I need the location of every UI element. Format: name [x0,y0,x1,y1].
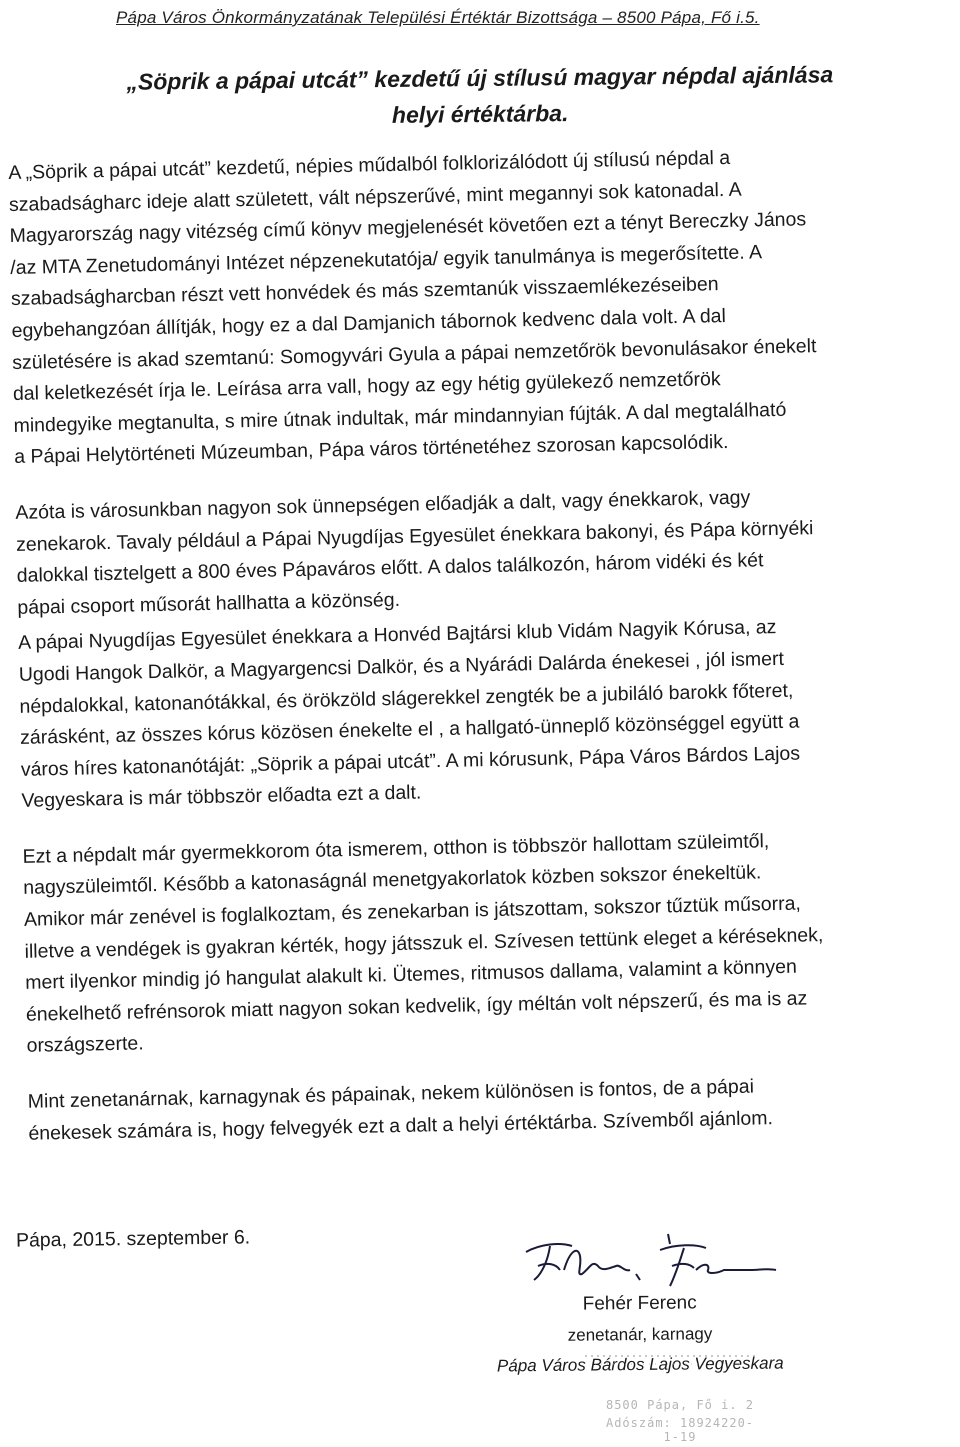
text-line: a Pápai Helytörténeti Múzeumban, Pápa város történetéhez szorosan kapcsolódik. [14,431,729,469]
text-line: illetve a vendégek is gyakran kérték, hogy játsszuk el. Szívesen tettünk eleget a kéréseknek, [24,923,824,963]
letter-body [8,138,960,1150]
text-line: Azóta is városunkban nagyon sok ünnepségen előadják a dalt, vagy énekkarok, vagy [15,486,751,524]
paragraph-4 [22,822,960,1063]
text-line: zenekarok. Tavaly például a Pápai Nyugdíjas Egyesület énekkara bakonyi, és Pápa környéki [15,516,814,556]
stamp-tax-number: Adószám: 18924220-1-19 [605,1416,755,1444]
text-line: népdalokkal, katonanótákkal, és örökzöld slágerekkel zengték be a jubiláló barokk főteret, [19,679,794,718]
text-line: Vegyeskara is már többször előadta ezt a dalt. [21,781,422,813]
text-line: A „Söprik a pápai utcát” kezdetű, népies műdalból folklorizálódott új stílusú népdal a [8,146,731,184]
text-line: Mint zenetanárnak, karnagynak és pápainak, nekem különösen is fontos, de a pápai [27,1075,755,1113]
letterhead: Pápa Város Önkormányzatának Települési Értéktár Bizottsága – 8500 Pápa, Fő i.5. [116,8,760,27]
text-line: szabadságharc ideje alatt született, vált népszerűvé, mint megannyi sok katonadal. A [8,178,742,216]
signatory-name: Fehér Ferenc [582,1292,697,1315]
text-line: pápai csoport műsorát hallhatta a közönség. [17,588,401,619]
text-line: Ugodi Hangok Dalkör, a Magyargencsi Dalkör, és a Nyárádi Dalárda énekesei , jól ismert [18,647,785,686]
text-line: egybehangzóan állítják, hogy ez a dal Damjanich tábornok kedvenc dala volt. A dal [11,304,727,342]
rubber-stamp [565,1350,775,1444]
text-line: város híres katonanótáját: „Söprik a pápai utcát”. A mi kórusunk, Pápa Város Bárdos Lajos [20,742,801,781]
paragraph-5 [27,1067,960,1150]
document-title [60,56,901,137]
text-line: /az MTA Zenetudományi Intézet népzenekutatója/ egyik tanulmánya is megerősítette. A [10,241,763,279]
text-line: mindegyike megtanulta, s mire útnak indultak, már mindannyian fújták. A dal megtalálható [13,398,787,437]
stamp-address: 8500 Pápa, Fő i. 2 [605,1398,755,1412]
text-line: születésére is akad szemtanú: Somogyvári Gyula a pápai nemzetőrök bevonulásakor énekelt [12,334,817,374]
title-line-2: helyi értéktárba. [391,100,569,128]
date-line: Pápa, 2015. szeptember 6. [15,1226,251,1252]
text-line: A pápai Nyugdíjas Egyesület énekkara a Honvéd Bajtársi klub Vidám Nagyik Kórusa, az [17,616,777,655]
text-line: Magyarország nagy vitézség című könyv megjelenését követően ezt a tényt Bereczky János [9,208,807,248]
text-line: szabadságharcban részt vett honvédek és más szemtanúk visszaemlékezéseiben [10,273,719,311]
text-line: dalokkal tisztelgett a 800 éves Pápaváros előtt. A dalos találkozón, három vidéki és két [16,549,764,588]
signatory-role: zenetanár, karnagy [567,1324,713,1345]
text-line: mert ilyenkor mindig jó hangulat alakult ki. Ütemes, ritmusos dallama, valamint a könnyen [25,955,798,995]
handwritten-signature [520,1230,790,1290]
paragraph-3 [18,609,960,818]
text-line: énekelhető refrénsorok miatt nagyon sokan kedvelik, így méltán volt népszerű, és ma is az [25,987,808,1026]
paragraph-2 [15,478,957,624]
text-line: országszerte. [26,1032,144,1058]
text-line: Amikor már zenével is foglalkoztam, és zenekarban is játszottam, sokszor tűztük műsorra, [23,892,802,931]
signatory-organization: Pápa Város Bárdos Lajos Vegyeskara [496,1353,784,1376]
text-line: énekesek számára is, hogy felvegyék ezt a dalt a helyi értéktárba. Szívemből ajánlom. [28,1106,774,1145]
text-line: Ezt a népdalt már gyermekkorom óta ismerem, otthon is többször hallottam szüleimtől, [22,830,770,868]
paragraph-1 [8,138,954,474]
text-line: zárásként, az összes kórus közösen énekelte el , a hallgató-ünneplő közönséggel együtt a [19,710,800,749]
text-line: dal keletkezését írja le. Leírása arra vall, hogy az egy hétig gyülekező nemzetőrök [12,368,721,406]
text-line: nagyszüleimtől. Később a katonaságnál menetgyakorlatok közben sokszor énekeltük. [23,861,762,900]
title-line-1: „Söprik a pápai utcát” kezdetű új stílusú magyar népdal ajánlása [126,61,834,95]
